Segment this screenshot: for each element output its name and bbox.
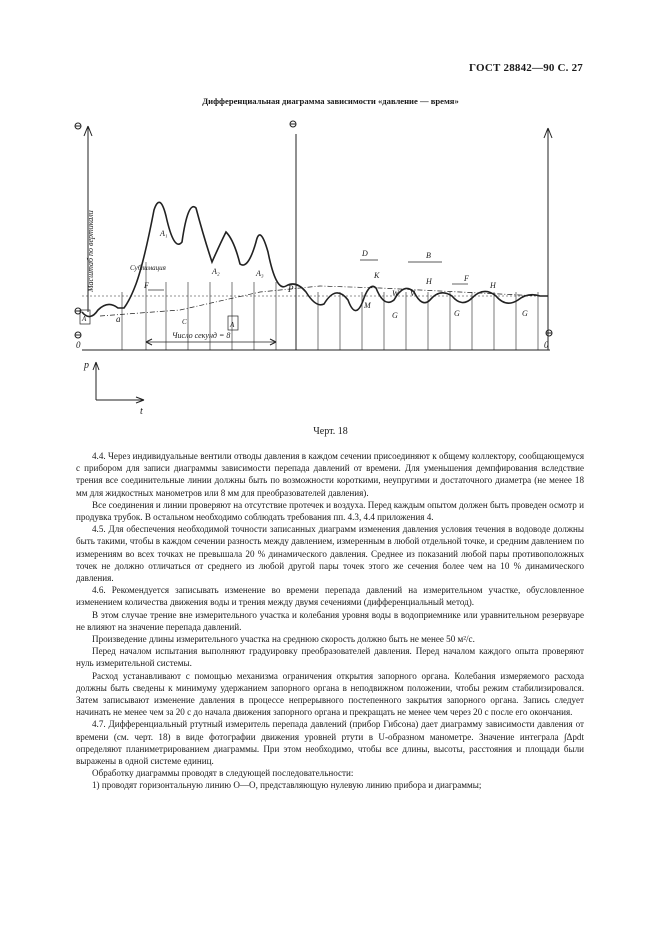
- body-text: [76, 450, 584, 792]
- label-H1: H: [426, 277, 432, 286]
- page-header: ГОСТ 28842—90 С. 27: [469, 62, 583, 74]
- label-W: W: [392, 289, 399, 298]
- label-A1: A₁: [160, 229, 168, 238]
- paragraph: В этом случае трение вне измерительного участка и колебания уровня воды в водоприемнике или уравнительном резервуаре не влияют на значение перепада давлений.: [76, 609, 584, 632]
- label-M: M: [364, 301, 371, 310]
- paragraph: 4.6. Рекомендуется записывать изменение во времени перепада давлений на измерительном участке, обусловленное изменением количества движения воды и трения между двумя сечениями (дифференциальный метод).: [76, 585, 584, 608]
- label-G2: G: [454, 309, 460, 318]
- label-seconds: Число секунд = 8: [172, 331, 231, 340]
- label-t-axis: t: [140, 406, 143, 417]
- label-p-axis: p: [84, 360, 89, 371]
- paragraph: Все соединения и линии проверяют на отсутствие протечек и воздуха. Перед каждым опытом должен быть проведен осмотр и продувка трубок. В остальном необходимо соблюдать требования пп. 4.3, 4.4 приложения 4.: [76, 499, 584, 523]
- paragraph: 4.4. Через индивидуальные вентили отводы давления в каждом сечении присоединяют к общему коллектору, сообщающемуся с прибором для записи диаграммы зависимости перепада давлений от времени. Для уменьшения демпфирования вследствие трения все соединительные линии должны быть по возможности короткими, неупругими и достаточного диаметра (не менее 18 мм для жидкостных манометров или 8 мм для преобразователей давления).: [76, 451, 584, 498]
- paragraph: Произведение длины измерительного участка на среднюю скорость должно быть не менее 50 м²/с.: [92, 634, 475, 645]
- label-D: D: [362, 249, 368, 258]
- label-A3: A₃: [256, 269, 264, 278]
- pressure-time-diagram: [60, 112, 580, 422]
- label-F2: F: [464, 274, 469, 283]
- label-A2: A₂: [212, 267, 220, 276]
- label-zero-left: 0: [76, 340, 81, 350]
- figure-title: Дифференциальная диаграмма зависимости «давление — время»: [202, 96, 459, 106]
- label-P: P: [288, 284, 294, 294]
- label-C: C: [182, 318, 187, 326]
- label-F1: F: [144, 281, 149, 290]
- label-A-box1: A: [82, 315, 87, 323]
- label-sublimation: Сублимация: [130, 264, 166, 272]
- label-G1: G: [392, 311, 398, 320]
- paragraph: 4.5. Для обеспечения необходимой точности записанных диаграмм изменения давления условия течения в водоводе должны быть такими, чтобы в каждом сечении разность между давлением, измеренным в любой отдельной точке, и средним давлением по измерениям во всех точках не превышала 20 % динамического давления. Среднее из показаний любой пары противоположных точек не должно отличаться от среднего из любой другой пары точек этого же сечения более чем на 10 % динамического давления.: [76, 524, 584, 584]
- label-a-small: a: [116, 314, 121, 324]
- label-V: V: [410, 289, 415, 298]
- figure-caption: Черт. 18: [313, 426, 348, 437]
- paragraph: Обработку диаграммы проводят в следующей последовательности:: [92, 768, 354, 779]
- label-K: K: [374, 271, 380, 280]
- paragraph: Перед началом испытания выполняют градуировку преобразователей давления. Перед началом каждого опыта проверяют нуль измерительной системы.: [76, 646, 584, 669]
- label-G3: G: [522, 309, 528, 318]
- paragraph: Расход устанавливают с помощью механизма ограничения открытия запорного органа. Колебания измеряемого расхода должны быть сведены к минимуму удержанием запорного органа в неподвижном положении, чтобы режим стабилизировался. Затем записывают изменение давления в процессе непрерывного постепенного закрытия запорного органа. Запись следует начинать не менее чем за 20 с до начала движения запорного органа и прекращать не менее чем через 20 с после его окончания.: [76, 670, 584, 718]
- label-zero-right: 0: [544, 340, 549, 350]
- label-H2: H: [490, 281, 496, 290]
- label-scale-vertical: Масштаб по вертикали: [86, 210, 95, 292]
- paragraph: 1) проводят горизонтальную линию O—O, представляющую нулевую линию прибора и диаграммы;: [92, 780, 482, 791]
- label-A-box2: A: [230, 321, 235, 329]
- label-B: B: [426, 251, 431, 260]
- paragraph: 4.7. Дифференциальный ртутный измеритель перепада давлений (прибор Гибсона) дает диаграмму зависимости давления от времени (см. черт. 18) в виде фотографии движения уровней ртути в U-образном манометре. Значение интеграла ∫Δpdt определяют планиметрированием диаграммы. При этом необходимо, чтобы все длины, высоты, расстояния и площади были выражены в одной системе единиц.: [76, 719, 584, 767]
